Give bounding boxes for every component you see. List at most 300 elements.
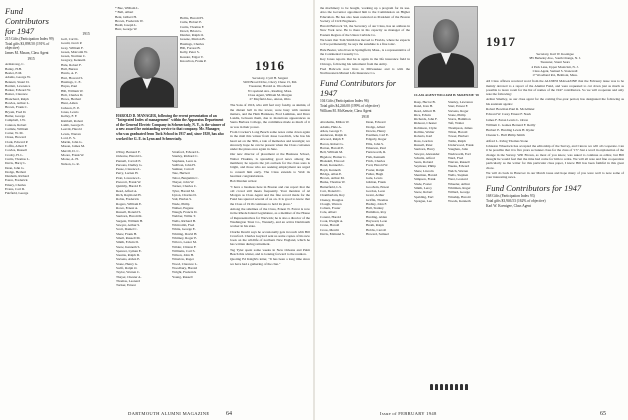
contributor-name: Taft, Walter xyxy=(448,121,464,126)
portrait-caption: CLASS AGENT WILLIAM H. McKENZIE '18 xyxy=(414,93,479,98)
contributor-name: Wells, Richard B. xyxy=(172,218,197,223)
note-paragraph: Fred Babcock now lives in Milwaukee and is with the Northwestern Mutual Life Insurance Co. xyxy=(320,66,410,76)
note-paragraph: Among the sidelines of the Class, Ernest N. Farrar is now in the Rhode Island Legislature, as a member of the House of Representatives for Warwick; he is also a director of the Washington Trust Co., Westerly, and an active Dartmouth worker in his state. xyxy=(230,207,310,229)
fund-sub-line: James M. Mason, Class Agent xyxy=(5,50,49,55)
issue-footer: Issue of FEBRUARY 1948 xyxy=(380,411,437,416)
contributor-name: Hadley, John F. xyxy=(366,201,387,206)
contributor-name: Osborne, Harold L. xyxy=(116,154,143,159)
note-paragraph: The Sons of 1916, who still feel very fondly, as alumni, of the distant bell in the tower, were busy with reunion matters, and the Ham Harkness, Fred Lummus, and Dave Landis, between them, due to monstrous appearances as Santa Barbara College, the committee made as much of it as was in their power. xyxy=(230,103,310,129)
contributor-name: Curtis, Thomas F. xyxy=(180,24,205,29)
contributor-name: Knowlton, Frank P. xyxy=(180,58,207,63)
contributor-name: Rich, Raymond H. xyxy=(116,192,142,197)
contributor-name: Howard, Samuel xyxy=(366,231,389,236)
note-paragraph: Tag Tyler spent some weeks in New Orleans and Palm Beach this winter, and is looking forward to the reunion. xyxy=(230,247,310,257)
contributor-name: Dean, John G. xyxy=(5,165,25,170)
contributor-name: Gould, Jacob P. xyxy=(61,41,83,46)
note-paragraph: Harold Babcock '16, the Secretary of our Class, has an address in New York now. He is there in his capacity as manager of the Eastern Region of the Union Carbide Co. xyxy=(320,24,410,37)
contributor-name: Rasp, Hector B. xyxy=(414,100,436,104)
note-paragraph: Alfred L. Irving Thomas Stone xyxy=(486,138,529,143)
class-notes xyxy=(486,79,624,179)
contributor-name: Bacon, Robert G. xyxy=(320,141,344,146)
column-2 xyxy=(61,6,111,402)
contributor-name: Vail, Harlan S. xyxy=(172,197,192,202)
contributor-name: West, Leonard xyxy=(448,177,468,182)
contributor-list xyxy=(180,16,226,63)
contributor-name: Kessler, Edgar V. xyxy=(180,54,204,59)
contributor-name: Bartlett, Lawrence xyxy=(5,83,31,88)
contributor-name: Bell, William M. xyxy=(320,150,343,155)
contributor-name: Rand, Ivan H. xyxy=(414,104,434,109)
contributor-name: Ross, Gordon xyxy=(414,138,433,143)
class-officers xyxy=(486,52,624,77)
contributor-name: Eastman, Carl E. xyxy=(366,133,389,138)
contributor-list xyxy=(5,62,57,195)
contributor-list xyxy=(320,120,363,236)
officer-line: 5200 Broad Drive, Chevy Chase 15, Md. xyxy=(242,80,298,85)
contributor-name: Tuttle, Ralph xyxy=(448,138,466,143)
contributor-name: Thompson, James xyxy=(448,125,473,130)
contributor-name: Cole, Albert xyxy=(320,210,337,215)
contributor-name: Sargent, William H. xyxy=(116,218,144,223)
contributor-name: Snow, Robert xyxy=(414,190,433,195)
contributor-name: Sanborn, Harry xyxy=(414,147,435,152)
contributor-name: Slade, Foster xyxy=(414,181,432,186)
contributor-name: White, George E. xyxy=(172,227,196,232)
note-paragraph: James F. Eaton Lewis L. Orton xyxy=(486,117,529,122)
contributor-name: Curtis, Thomas L. xyxy=(5,156,30,161)
contributor-name: Stanley, Richard C. xyxy=(172,154,199,159)
contributor-name: Lewis, Warren xyxy=(61,131,81,136)
contributor-name: Stephens, Leon A. xyxy=(172,158,197,163)
contributor-name: Cook, Dwight A. xyxy=(320,219,344,224)
contributor-name: Hollis, Harold H. xyxy=(180,16,204,20)
note-paragraph: Our new director of placement at the Business School, Walter Hoskins, is spreading good news among the members; he reports the job outlook for the class sons is bright, and those who are seeking employment are urged to consult him early. The Class extends to Walt its heartiest congratulations. xyxy=(230,152,310,178)
contributor-name: Armstrong, C. xyxy=(5,62,25,67)
contributor-name: Budd, Joseph L. xyxy=(115,23,138,28)
officer-line: Secretary, Cyril H. Sargent xyxy=(252,76,288,80)
contributor-name: Brown, Frederick W. xyxy=(115,18,144,23)
contributor-list xyxy=(116,150,168,288)
contributor-name: Stone, Henry G. xyxy=(116,261,139,266)
contributor-name: Jackson, E. P. xyxy=(61,105,80,110)
contributor-list xyxy=(61,37,111,166)
officer-line: Class Agent, William M. Morgan xyxy=(248,92,292,97)
contributor-name: Willard, George xyxy=(448,190,470,195)
contributor-name: Bailey, H.H. xyxy=(5,66,22,71)
contributor-name: Thayer, John W. xyxy=(172,180,195,185)
contributor-name: Cross, Merritt xyxy=(320,227,340,232)
contributor-name: Chase, Howard xyxy=(5,135,26,140)
contributor-name: Woodbury, Harold xyxy=(172,266,198,271)
contributor-name: Shaw, Lincoln xyxy=(414,168,434,173)
contributor-name: Sherman, Harold xyxy=(414,173,438,178)
contributor-name: Baxter, Clarence xyxy=(5,92,28,97)
contributor-name: Davis, Harry L. xyxy=(5,161,27,166)
contributor-name: Blanchard, Ralph xyxy=(5,96,29,101)
contributor-name: Goodwin, Ernest xyxy=(366,184,389,189)
contributor-name: Smith, Leroy xyxy=(414,185,432,190)
contributor-name: Grant, Arthur xyxy=(366,193,385,198)
contributor-name: Thayer, Chester A. xyxy=(116,274,142,279)
column-5 xyxy=(320,6,410,402)
fund-sub-line: 215 Gifts (Participation Index 99) xyxy=(5,37,54,41)
contributor-name: Hill, William W. xyxy=(61,88,84,93)
contributor-name: Jones, Lewis xyxy=(61,110,79,115)
contributor-name: Gregory, Kenneth xyxy=(61,58,86,63)
fund-title-1917: Fund Contributors for 1947 xyxy=(486,183,582,194)
contributor-name: Fish, Kenneth xyxy=(366,154,386,159)
contributor-name: Tower, Herbert xyxy=(448,134,469,139)
contributor-name: Tabor, Benjamin C. xyxy=(172,175,199,180)
page-number: 65 xyxy=(600,411,606,417)
contributor-name: Nelson, G. R. xyxy=(61,161,80,166)
contributor-name: Whiting, David H. xyxy=(172,231,198,236)
contributor-name: Richards, John F. xyxy=(414,117,438,122)
contributor-name: Downs, Henry xyxy=(366,128,386,133)
contributor-name: Burke, Thomas W. xyxy=(320,180,346,185)
contributor-name: Barker, Edward W. xyxy=(5,88,31,93)
contributor-name: Bridge, Allan E. xyxy=(320,171,343,176)
contributor-name: Tucker, Ernest xyxy=(116,283,136,288)
contributor-name: Leavitt, Harold xyxy=(61,127,82,132)
contributor-name: Dunbar, Ralph O. xyxy=(180,33,204,38)
contributor-name: Sullivan, John H. xyxy=(172,162,196,167)
contributor-name: Russell, Donald S. xyxy=(116,210,142,215)
contributor-name: Simpson, Frank xyxy=(414,177,436,182)
contributor-name: Coffin, Albert F. xyxy=(5,144,28,149)
contributor-name: Moore, Frank W. xyxy=(61,153,85,158)
contributor-name: Tyler, Harold M. xyxy=(172,188,195,193)
contributor-name: Rideout, Chester xyxy=(414,121,437,126)
contributor-name: Barton, Harold E. xyxy=(320,146,345,151)
contributor-name: O'Day, Bernard F. xyxy=(116,150,141,154)
contributor-name: Reed, Abbott H. xyxy=(414,108,437,113)
portrait-caption: HAROLD D. MANAGER, following the recent presentation of an "Integrated Index of management" within the Apparatus Department of the General Electric Company in Schenectady, N. Y., is the winner of a new award for outstanding service to that company. Mr. Manager, who was graduated from Tuck School in 1917 and, since 1920, has also worked for G. E. in Lynn and Schenectady. xyxy=(116,113,226,141)
contributor-name: Walker, Eugene xyxy=(172,205,194,210)
contributor-name: Edgerly, Roger xyxy=(366,137,387,142)
column-4 xyxy=(230,6,310,402)
contributor-name: Conant, Harold xyxy=(320,214,341,219)
note-paragraph: We learn that Tom Smith has moved to Florida, where he expects to live permanently; he says the sunshine is a fine tonic. xyxy=(320,38,410,47)
contributor-name: Fuller, Hugh xyxy=(366,171,384,176)
contributor-name: Tilton, Harold xyxy=(448,130,468,135)
note-paragraph: From Crocker's Long Beach some notes came down again in the mail this winter from Jesse Goodrich, who has his heart set on the 30th, a tale of memories and nostalgia; we sincerely hope he can be present when the Class convenes under the pines once again in June. xyxy=(230,130,310,152)
fund-sub-line: Total gifts $3,946.53 (162% of objective) xyxy=(486,199,546,204)
contributor-name: Brown, Frank C. xyxy=(5,105,28,110)
contributor-name: Stevens, Roger xyxy=(448,108,469,113)
contributor-name: Scott, Daniel C. xyxy=(116,227,138,232)
contributor-name: Harris, A. F. xyxy=(61,71,78,76)
contributor-name: Woods, Kenneth xyxy=(448,198,471,203)
contributor-name: Pease, Clarence L. xyxy=(116,167,142,172)
contributor-name: Smith, Edwin D. xyxy=(116,240,139,245)
contributor-name: Hale, Robert F. xyxy=(61,62,82,67)
contributor-name: Bent, Gilbert H. xyxy=(115,14,137,19)
contributor-name: Gordon, Leon xyxy=(366,188,386,193)
contributor-name: Taylor, Warren C. xyxy=(116,270,141,275)
class-notes xyxy=(230,103,310,266)
contributor-name: Chamberlain, Roy xyxy=(320,193,345,198)
contributor-name: Holt, Charles D. xyxy=(61,92,84,97)
contributor-name: Pratt, Lawrence L. xyxy=(116,175,142,180)
contributor-name: Bond, Kenneth L. xyxy=(320,163,345,168)
contributor-name: Emery, Charles xyxy=(5,182,26,187)
contributor-name: Weeks, Edward xyxy=(448,164,470,169)
contributor-name: Clark, Edward P. xyxy=(5,139,28,144)
fund-title-1915: Fund Contributors for 1947 xyxy=(5,6,49,36)
magazine-footer: DARTMOUTH ALUMNI MAGAZINE xyxy=(128,411,210,416)
contributor-name: Spencer, Lyman E. xyxy=(116,248,142,253)
contributor-name: Williams, Carl S. xyxy=(172,248,196,253)
contributor-name: Heath, Ralph xyxy=(366,223,384,228)
contributor-name: Dodge, Herbert xyxy=(5,169,27,174)
contributor-name: Vaughan, John xyxy=(448,147,468,152)
contributor-name: Wilcox, Lester M. xyxy=(172,240,197,245)
contributor-name: Gray, William F. xyxy=(61,45,84,50)
contributor-name: Sears, Roland xyxy=(414,160,433,165)
contributor-name: Kelly, Peter S. xyxy=(180,50,200,55)
contributor-name: Parsons, Dudley G. xyxy=(116,162,143,167)
contributor-name: Cheney, Douglas xyxy=(320,197,344,202)
contributor-name: Lord, E. S. xyxy=(61,135,76,140)
contributor-name: Cuile, Hobart E. xyxy=(180,20,203,25)
contributor-name: Emerson, Paul xyxy=(366,146,386,151)
contributor-name: Carr, Donald C. xyxy=(320,188,342,193)
fund-sub-line: Total gifts $3,898.50 (191% of objective) xyxy=(5,41,50,51)
contributor-name: Green, Norman C. xyxy=(61,54,87,59)
contributor-name: Russell, Peter xyxy=(414,142,433,147)
contributor-name: Fitch, Charles xyxy=(366,158,386,163)
contributor-name: Wilder, Clinton F. xyxy=(172,244,197,249)
contributor-list xyxy=(115,6,149,32)
class-officers xyxy=(230,76,310,101)
contributor-name: Evans, Carl D. xyxy=(5,186,25,191)
contributor-name: Schultz, Alfred xyxy=(414,155,435,160)
contributor-name: Waugh, Francis D. xyxy=(172,210,198,215)
contributor-name: Bennett, Stuart D. xyxy=(5,79,30,84)
officer-line: Secretary, Karl W. Koenigee xyxy=(536,52,574,56)
contributor-name: Small, Russell M. xyxy=(116,235,141,240)
contributor-name: Blaisdell, Elwood xyxy=(320,158,345,163)
contributor-name: Wadsworth, Earl xyxy=(448,151,471,156)
contributor-name: Whitman, Roger xyxy=(448,185,471,190)
fund-sub-line: Total gifts $4,246.00 (199% of objective) xyxy=(320,104,380,109)
contributor-name: Stone, Philip xyxy=(448,112,466,117)
column-3-right xyxy=(180,16,226,76)
contributor-name: Storrs, Hamilton xyxy=(448,117,471,122)
officer-line: 17 Woodland Rd., Belmont, Mass. xyxy=(532,73,578,78)
contributor-name: Harding, Alden xyxy=(366,214,387,219)
contributor-name: Gilman, Frank xyxy=(366,180,386,185)
contributor-name: Crane, Harold xyxy=(320,223,340,228)
contributor-name: Upton, Charles D. xyxy=(172,192,197,197)
contributor-name: Eaton, Frederick xyxy=(5,178,28,183)
contributor-name: Rollins, Walter xyxy=(414,130,435,135)
fund-sub-line: William M. McKenzie, Class Agent xyxy=(320,108,372,113)
contributor-name: Quimby, Harold E. xyxy=(116,184,142,189)
contributor-name: Atwood, Ralph F. xyxy=(320,137,345,142)
contributor-name: Roberts, Karl xyxy=(414,134,433,139)
contributor-name: Seymour, Philip xyxy=(414,164,436,169)
contributor-name: Anderson, Ralph O. xyxy=(320,133,348,138)
contributor-name: Griffin, Thomas xyxy=(366,197,388,202)
contributor-name: Clough, Warren xyxy=(320,201,342,206)
contributor-name: Swift, Ralph O. xyxy=(116,266,138,271)
contributor-name: Allen, George T. xyxy=(320,128,343,133)
contributor-name: Spalding, Earl xyxy=(414,194,434,199)
contributor-name: Adams, George W. xyxy=(5,75,31,80)
note-paragraph: Edward W. Carey Ernest F. Nash xyxy=(486,112,531,117)
contributor-name: Thomas, Leonard xyxy=(116,278,140,283)
contributor-name: Burr, George W. xyxy=(115,27,138,32)
contributor-name: Merrill, D. C. xyxy=(61,148,80,153)
contributor-name: Pannell, Carroll E. xyxy=(116,158,142,163)
note-paragraph: Robert Bowman Paul R. McAllister xyxy=(486,107,535,111)
note-paragraph: Key Jones reports that he is again in the life insurance field in Chicago, following his retirement from the Army. xyxy=(320,57,410,66)
fund-sub-line: 104 Gifts (Participation Index 96) xyxy=(320,99,369,104)
class-year-heading: 1917 xyxy=(486,34,516,49)
contributor-name: Hall, Burton xyxy=(61,67,78,72)
contributor-name: Gale, Lewis xyxy=(366,176,383,181)
note-paragraph: Herbert E. Harding Lewis H. Ryder xyxy=(486,128,535,133)
note-paragraph: Johnston Wheelock has accepted the editorship of the Survey, and I know we will all cooperate. Can it be possible that it is five years as banner class for the class of '17? Just a word in explanation of the change in the Survey. Will Brown, as most of you know, was asked to continue as editor, but Bill thought he would feel that the time had come for him to retire. We will all note and fine cooperation particularly as the writer for this particular class paper, I know Bill has been faithful in this great chore. xyxy=(486,144,624,170)
class-year-heading: 1916 xyxy=(255,58,285,73)
contributor-name: Adams, Hale A. xyxy=(320,124,342,129)
contributor-name: Hill, Forrest B. xyxy=(180,46,201,51)
contributor-name: Webber, Willie T. xyxy=(172,214,196,219)
contributor-name: Green, Malcolm W. xyxy=(61,49,88,54)
contributor-name: Martin, John G. xyxy=(61,140,83,145)
note-paragraph: "I have a business here in Boston and can report that the old crowd still meets frequently. Your mention of Al Morgan as Class Agent and the fine record made for the Fund has spurred several of us on. It is good to know that the Class of 1916 continues to hold its place." xyxy=(230,184,310,206)
contributor-name: Stevens, Alden E. xyxy=(116,257,141,262)
contributor-name: * Bell, Albert xyxy=(115,10,134,15)
note-paragraph: Arthur Smalley, as our class agent for the coming five-year period, has designated the following as his assistant agents: xyxy=(486,97,624,106)
contributor-name: Carter, W. M. xyxy=(5,131,24,136)
contributor-name: Wheeler, Arthur xyxy=(448,181,470,186)
contributor-name: Wilson, John H. xyxy=(172,253,194,258)
contributor-name: Howe, Herbert xyxy=(61,97,82,102)
contributor-name: Boyd, Kenneth xyxy=(320,167,341,172)
note-paragraph: We will do back in Hanover in our March issue and hope many of you were well to note some of your interesting news. xyxy=(486,170,624,180)
contributor-list xyxy=(172,150,226,279)
contributor-name: Read, Alfred A. xyxy=(116,188,138,193)
column-3a xyxy=(116,150,168,400)
contributor-name: Ellis, John S. xyxy=(366,141,384,146)
contributor-name: Turner, Charles C. xyxy=(172,184,197,189)
contributor-name: Crosby, H. L. xyxy=(5,152,24,157)
contributor-name: Dowd, Brian G. xyxy=(180,28,202,33)
contributor-name: Stanley, Lawrence xyxy=(448,100,474,104)
year-heading: 1915 xyxy=(27,57,35,62)
class-notes xyxy=(320,6,410,75)
contributor-name: Bryant, Fred D. xyxy=(5,109,27,114)
contributor-name: Beeler, E.M. xyxy=(5,70,23,75)
year-heading: 1918 xyxy=(361,115,369,120)
contributor-name: Perry, Lucien H. xyxy=(116,171,139,176)
contributor-name: Winslow, Roger xyxy=(172,257,194,262)
contributor-name: Mason, James M. xyxy=(61,144,85,149)
contributor-name: Winship, Harold xyxy=(448,194,471,199)
contributor-name: Tate, Herbert xyxy=(172,171,190,176)
contributor-name: Hayward, Leon xyxy=(366,219,388,224)
contributor-name: Underwood, Frank xyxy=(448,142,474,147)
officer-line: Treasurer, Stuart Sears xyxy=(540,60,570,65)
contributor-name: Ward, Fred xyxy=(448,155,464,160)
contributor-name: Bowles, Arthur L. xyxy=(5,101,30,106)
contributor-name: Snow, Kenneth S. xyxy=(116,244,141,249)
contributor-name: Carlisle, William xyxy=(5,126,29,131)
contributor-name: Shaw, Frank H. xyxy=(116,231,138,236)
contributor-name: Dean, Edward xyxy=(366,120,386,125)
contributor-name: Hastings, C. E. xyxy=(61,79,82,84)
contributor-name: Whitcomb, Fred xyxy=(172,223,195,228)
contributor-name: Kelley, F. F. xyxy=(61,114,78,119)
contributor-list xyxy=(448,100,482,203)
contributor-name: Hall, Stanley xyxy=(366,206,384,211)
officer-line: 4 Park Lane, Upper Montclair, N. J. xyxy=(531,64,579,69)
column-1 xyxy=(5,6,57,402)
contributor-name: Dodge, Albert xyxy=(366,124,386,129)
contributor-name: Ford, Harold W. xyxy=(366,163,389,168)
contributor-name: Whitney, Roger E. xyxy=(172,235,198,240)
contributor-name: Sumner, Carroll xyxy=(172,167,194,172)
column-6a xyxy=(414,100,447,370)
officer-line: Class Agent, Samuel S. Stonewall xyxy=(532,68,578,73)
contributor-name: Sprague, Lee xyxy=(414,198,432,203)
contributor-name: Hamilton, Roy xyxy=(366,210,387,215)
contributor-name: Starr, Ernest F. xyxy=(448,104,469,109)
contributor-name: Davis, Edmund S. xyxy=(320,231,345,236)
fund-sub-line: Karl W. Koenigee, Class Agent xyxy=(486,203,531,208)
contributor-name: * Bee, William L. xyxy=(115,6,140,10)
contributor-name: Morse, A. H. xyxy=(61,157,79,162)
page-number: 64 xyxy=(226,411,232,417)
year-heading: 1915 xyxy=(82,32,90,36)
contributor-name: Lamb, George E. xyxy=(61,122,85,127)
contributor-name: Bigelow, Homer C. xyxy=(320,154,347,159)
silhouette-ornament xyxy=(430,384,468,390)
contributor-name: Cannon, Robert xyxy=(5,122,27,127)
contributor-name: Sawyer, Arthur S. xyxy=(116,223,141,228)
contributor-name: Prescott, Frank W. xyxy=(116,180,142,185)
class-agent-portrait xyxy=(414,6,478,88)
fund-title-1918: Fund Contributors for 1947 xyxy=(320,78,397,99)
officer-line: Treasurer, Harold A. Woodward xyxy=(248,84,292,89)
contributor-name: Rogers, William E. xyxy=(116,201,142,206)
contributor-name: Goll, Carl K. xyxy=(61,37,79,41)
contributor-name: Wells, Stephen xyxy=(448,173,469,178)
contributor-name: Robie, Frederick xyxy=(116,197,139,202)
contributor-name: Greene, Marion B. xyxy=(180,37,206,42)
contributor-name: Abrahams, Milton W. xyxy=(320,120,350,125)
contributor-name: Young, Russell xyxy=(172,274,193,279)
contributor-name: Farnsworth, R. xyxy=(366,150,387,155)
contributor-name: Rice, Edwin xyxy=(414,112,431,117)
column-7 xyxy=(486,6,624,402)
note-paragraph: Charlie Dewitt says he occasionally gets in touch with Bill Crawford. Charles Gaylord sent us some copies of his new book on the wildlife of northern New England, which he has written during retirement. xyxy=(230,229,310,247)
contributor-name: Stearns, Ralph D. xyxy=(116,253,140,258)
note-paragraph: Quoting Ed Knight's letter, "It has been a long time since we have had a gathering of the clan." xyxy=(230,257,310,266)
contributor-name: Cowles, Russell xyxy=(5,148,27,153)
contributor-name: Wade, Philip xyxy=(172,201,190,206)
contributor-name: Brown, Arthur M. xyxy=(320,176,345,181)
fund-sub-line: 168 Gifts (Participation Index 93) xyxy=(486,194,535,199)
contributor-name: Hobbs, Carroll xyxy=(366,227,387,232)
column-3b xyxy=(172,150,226,400)
contributor-name: Robinson, Clyde xyxy=(414,125,437,130)
contributor-name: Hastings, Charles xyxy=(180,41,204,46)
note-paragraph: the machinery to be bought, working up a program for its use. Also the Governor appointed him to the Commission on Higher Education. He has also been reelected as President of the Boston Society of Civil Engineers. xyxy=(320,6,410,23)
